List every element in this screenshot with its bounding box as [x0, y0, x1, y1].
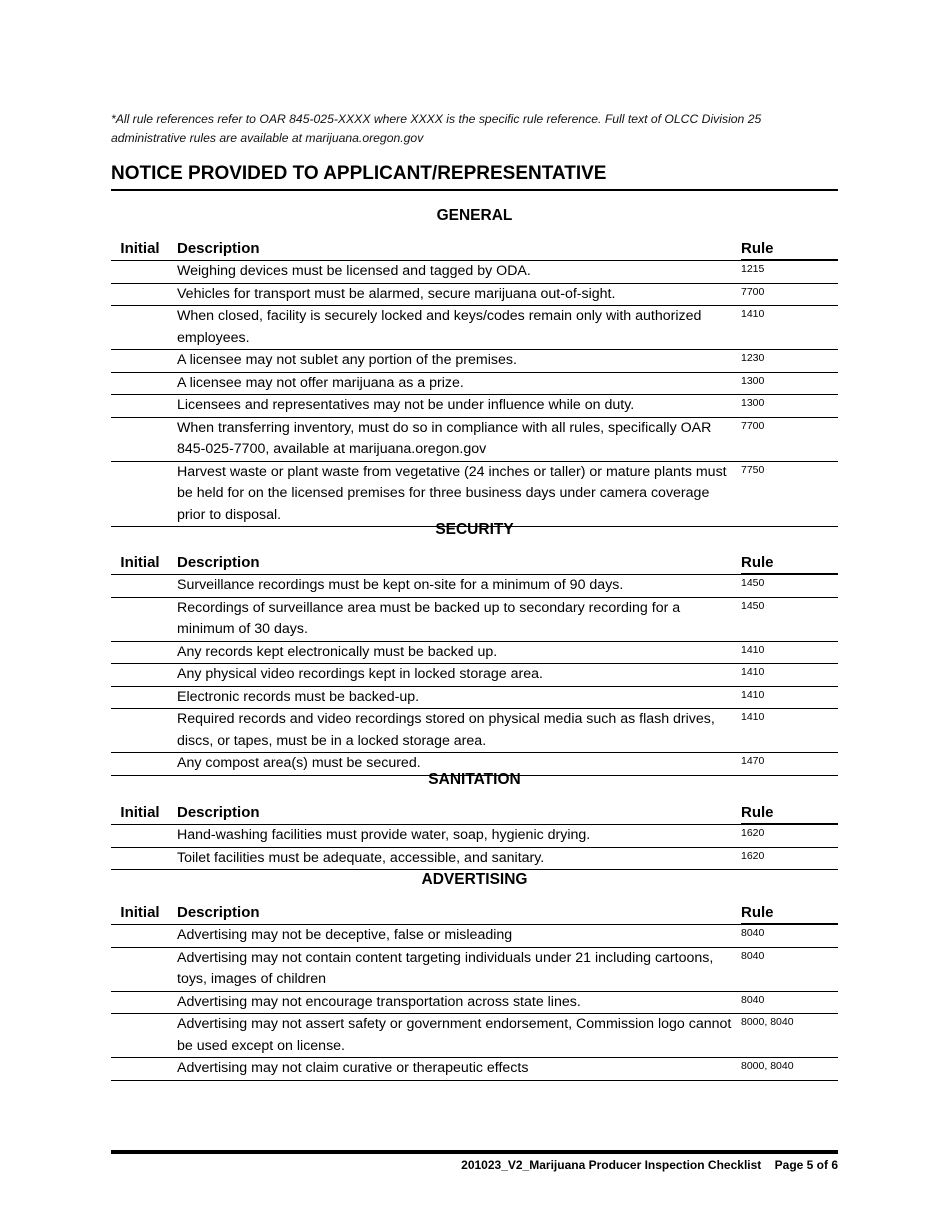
- description-cell: Advertising may not contain content targeting individuals under 21 including cartoons, toys, images of children: [177, 949, 714, 987]
- rule-cell: 1620: [741, 849, 765, 862]
- description-cell: Advertising may not encourage transportation across state lines.: [177, 993, 581, 1010]
- initial-cell[interactable]: [111, 825, 169, 847]
- rule-cell: 1410: [741, 643, 765, 656]
- description-cell: Toilet facilities must be adequate, accessible, and sanitary.: [177, 849, 545, 866]
- table-body: [111, 574, 838, 776]
- description-header: Description: [177, 240, 260, 257]
- initial-cell[interactable]: [111, 350, 169, 372]
- table-body: [111, 924, 838, 1081]
- description-cell: Any physical video recordings kept in locked storage area.: [177, 666, 543, 682]
- description-cell: Licensees and representatives may not be under influence while on duty.: [177, 397, 635, 413]
- footer: [461, 1157, 838, 1173]
- description-cell: Recordings of surveillance area must be backed up to secondary recording for a minimum of 30 days.: [177, 599, 681, 637]
- description-header: Description: [177, 904, 260, 921]
- description-cell: Electronic records must be backed-up.: [177, 688, 420, 705]
- rule-cell: 8000, 8040: [741, 1016, 794, 1028]
- initial-cell[interactable]: [111, 1058, 169, 1080]
- rule-cell: 1300: [741, 374, 765, 387]
- initial-cell[interactable]: [111, 418, 169, 461]
- table-row: [111, 305, 838, 349]
- initial-cell[interactable]: [111, 373, 169, 395]
- rule-header: Rule: [741, 903, 838, 924]
- rule-cell: 1300: [741, 397, 765, 409]
- initial-cell[interactable]: [111, 261, 169, 283]
- notice-title: NOTICE PROVIDED TO APPLICANT/REPRESENTATIVE: [111, 160, 838, 191]
- description-cell: When transferring inventory, must do so in compliance with all rules, specifically OAR 845-025-7700, available at marijuana.oregon.gov: [177, 419, 712, 457]
- table-row: [111, 847, 838, 871]
- rule-cell: 1410: [741, 688, 765, 701]
- description-cell: Surveillance recordings must be kept on-site for a minimum of 90 days.: [177, 577, 624, 593]
- table-row: [111, 574, 838, 597]
- rule-cell: 7700: [741, 285, 765, 298]
- initial-cell[interactable]: [111, 1014, 169, 1057]
- description-cell: Advertising may not be deceptive, false or misleading: [177, 927, 513, 943]
- initial-cell[interactable]: [111, 687, 169, 709]
- initial-cell[interactable]: [111, 306, 169, 349]
- section-title: SECURITY: [435, 521, 514, 538]
- table-row: [111, 260, 838, 283]
- description-header: Description: [177, 804, 260, 821]
- initial-cell[interactable]: [111, 395, 169, 417]
- table-header: [111, 803, 838, 824]
- initial-cell[interactable]: [111, 709, 169, 752]
- section-title: SANITATION: [428, 771, 521, 788]
- description-cell: When closed, facility is securely locked and keys/codes remain only with authorized employees.: [177, 308, 702, 346]
- table-body: [111, 824, 838, 870]
- description-cell: Required records and video recordings stored on physical media such as flash drives, discs, or tapes, must be in a locked storage area.: [177, 711, 715, 749]
- table-body: [111, 260, 838, 527]
- description-cell: Advertising may not assert safety or government endorsement, Commission logo cannot be used except on license.: [177, 1016, 732, 1054]
- initial-cell[interactable]: [111, 992, 169, 1014]
- rule-cell: 1215: [741, 263, 765, 275]
- description-cell: Advertising may not claim curative or therapeutic effects: [177, 1060, 529, 1076]
- initial-header: Initial: [120, 804, 160, 821]
- initial-cell[interactable]: [111, 664, 169, 686]
- rule-cell: 1620: [741, 827, 765, 839]
- section-advertising: [111, 869, 838, 1081]
- initial-header: Initial: [120, 554, 160, 571]
- rule-cell: 1470: [741, 755, 765, 767]
- rule-cell: 8040: [741, 927, 765, 939]
- description-cell: A licensee may not sublet any portion of the premises.: [177, 352, 517, 368]
- table-row: [111, 283, 838, 306]
- table-row: [111, 394, 838, 417]
- section-title: ADVERTISING: [421, 871, 528, 888]
- rule-cell: 1230: [741, 352, 765, 364]
- table-row: [111, 461, 838, 528]
- table-row: [111, 991, 838, 1014]
- rule-cell: 8040: [741, 949, 765, 962]
- table-row: [111, 824, 838, 847]
- initial-cell[interactable]: [111, 598, 169, 641]
- initial-header: Initial: [120, 904, 160, 921]
- table-row: [111, 1057, 838, 1081]
- rule-cell: 1410: [741, 666, 765, 678]
- table-row: [111, 641, 838, 664]
- rule-cell: 7700: [741, 419, 765, 432]
- initial-cell[interactable]: [111, 925, 169, 947]
- rule-header: Rule: [741, 803, 838, 824]
- section-sanitation: [111, 769, 838, 870]
- footer-document-name: 201023_V2_Marijuana Producer Inspection Checklist: [461, 1158, 762, 1172]
- rule-cell: 1410: [741, 308, 765, 320]
- rule-cell: 7750: [741, 463, 765, 476]
- rule-header: Rule: [741, 239, 838, 260]
- section-security: [111, 519, 838, 776]
- section-general: [111, 205, 838, 527]
- rule-cell: 1450: [741, 599, 765, 612]
- initial-cell[interactable]: [111, 462, 169, 527]
- table-row: [111, 372, 838, 395]
- rule-cell: 1450: [741, 577, 765, 589]
- initial-cell[interactable]: [111, 948, 169, 991]
- initial-cell[interactable]: [111, 575, 169, 597]
- table-row: [111, 417, 838, 461]
- table-row: [111, 1013, 838, 1057]
- table-row: [111, 663, 838, 686]
- table-header: [111, 239, 838, 260]
- rule-cell: 8040: [741, 993, 765, 1006]
- table-header: [111, 903, 838, 924]
- description-cell: Any compost area(s) must be secured.: [177, 755, 421, 771]
- description-cell: Weighing devices must be licensed and tagged by ODA.: [177, 263, 531, 279]
- description-cell: Hand-washing facilities must provide water, soap, hygienic drying.: [177, 827, 591, 843]
- rule-cell: 1410: [741, 711, 765, 723]
- initial-cell[interactable]: [111, 284, 169, 306]
- description-cell: Any records kept electronically must be backed up.: [177, 643, 498, 660]
- initial-cell[interactable]: [111, 848, 169, 870]
- table-row: [111, 708, 838, 752]
- footer-page-number: Page 5 of 6: [774, 1158, 838, 1172]
- description-cell: Harvest waste or plant waste from vegetative (24 inches or taller) or mature plants must be held for on the licensed premises for three business days under camera coverage prior to disposal.: [177, 463, 727, 523]
- section-title: GENERAL: [436, 207, 513, 224]
- description-header: Description: [177, 554, 260, 571]
- initial-header: Initial: [120, 240, 160, 257]
- table-row: [111, 349, 838, 372]
- table-row: [111, 597, 838, 641]
- initial-cell[interactable]: [111, 642, 169, 664]
- rule-cell: 8000, 8040: [741, 1060, 794, 1072]
- description-cell: Vehicles for transport must be alarmed, secure marijuana out-of-sight.: [177, 285, 616, 302]
- footer-rule: [111, 1150, 838, 1154]
- rule-header: Rule: [741, 553, 838, 574]
- table-row: [111, 947, 838, 991]
- table-row: [111, 924, 838, 947]
- description-cell: A licensee may not offer marijuana as a prize.: [177, 374, 464, 391]
- table-header: [111, 553, 838, 574]
- table-row: [111, 686, 838, 709]
- rule-reference-note: *All rule references refer to OAR 845-025-XXXX where XXXX is the specific rule reference. Full text of OLCC Division 25 administrative rules are available at marijuana.oregon.gov: [111, 112, 762, 145]
